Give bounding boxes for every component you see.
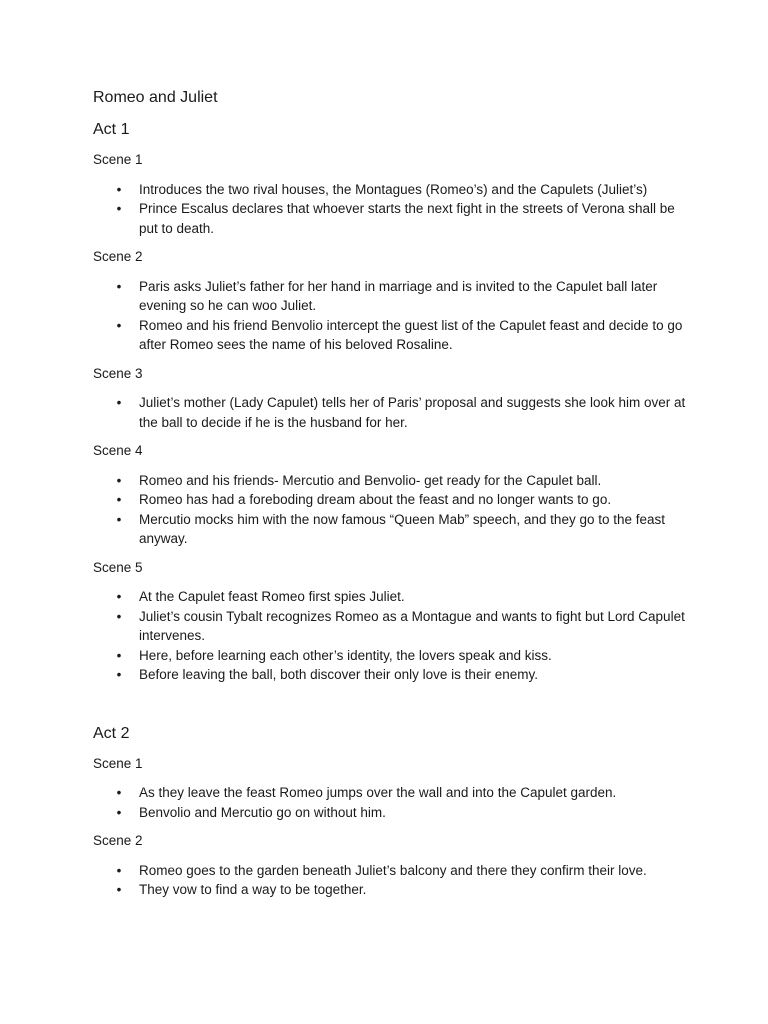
document-body — [93, 88, 693, 909]
scene-bullet-list — [93, 471, 693, 549]
bullet-text: Juliet’s mother (Lady Capulet) tells her of Paris’ proposal and suggests she look him over at the ball to decide if he is the husband for her. — [139, 395, 686, 430]
bullet-text: Benvolio and Mercutio go on without him. — [139, 804, 386, 820]
bullet-item — [93, 471, 693, 491]
bullet-icon: • — [116, 278, 122, 294]
bullet-item — [93, 646, 693, 666]
bullet-text: Juliet’s cousin Tybalt recognizes Romeo as a Montague and wants to fight but Lord Capulet intervenes. — [139, 608, 685, 643]
bullet-icon: • — [116, 317, 122, 333]
scene-heading: Scene 5 — [93, 559, 143, 575]
bullet-item — [93, 880, 693, 900]
bullet-icon: • — [116, 608, 122, 624]
scene-bullet-list — [93, 180, 693, 239]
scene-heading: Scene 3 — [93, 365, 143, 381]
bullet-item — [93, 803, 693, 823]
bullet-icon: • — [116, 589, 122, 604]
bullet-item — [93, 587, 693, 607]
bullet-text: Romeo has had a foreboding dream about the feast and no longer wants to go. — [139, 492, 612, 507]
bullet-item — [93, 607, 693, 646]
bullet-icon: • — [116, 882, 122, 897]
bullet-item — [93, 316, 693, 355]
bullet-icon: • — [116, 862, 122, 878]
bullet-item — [93, 861, 693, 881]
bullet-icon: • — [116, 492, 122, 507]
scene-heading: Scene 1 — [93, 152, 143, 167]
scene-heading: Scene 2 — [93, 249, 143, 264]
bullet-icon: • — [116, 511, 122, 527]
scene-bullet-list — [93, 783, 693, 822]
scene-bullet-list — [93, 277, 693, 355]
bullet-text: Romeo and his friend Benvolio intercept the guest list of the Capulet feast and decide to go after Romeo sees the name of his beloved Rosaline. — [139, 317, 683, 352]
scene-bullet-list — [93, 393, 693, 432]
bullet-item — [93, 199, 693, 238]
bullet-text: Before leaving the ball, both discover their only love is their enemy. — [139, 667, 538, 682]
bullet-item — [93, 277, 693, 316]
bullet-icon: • — [116, 472, 122, 488]
act-section — [93, 724, 693, 900]
bullet-icon: • — [116, 785, 122, 800]
bullet-item — [93, 490, 693, 510]
scene-bullet-list — [93, 861, 693, 900]
bullet-text: Mercutio mocks him with the now famous “Queen Mab” speech, and they go to the feast anyway. — [139, 511, 666, 546]
bullet-item — [93, 783, 693, 803]
bullet-text: Introduces the two rival houses, the Montagues (Romeo’s) and the Capulets (Juliet’s) — [139, 181, 648, 197]
scene-heading: Scene 1 — [93, 755, 143, 771]
scene-bullet-list — [93, 587, 693, 685]
scene-heading: Scene 2 — [93, 833, 143, 848]
bullet-text: As they leave the feast Romeo jumps over the wall and into the Capulet garden. — [139, 785, 617, 800]
acts-container — [93, 120, 693, 900]
bullet-icon: • — [116, 804, 122, 820]
bullet-icon: • — [116, 647, 122, 663]
act-spacer — [93, 694, 693, 724]
bullet-text: They vow to find a way to be together. — [139, 882, 367, 897]
scene-heading: Scene 4 — [93, 443, 143, 458]
bullet-text: Prince Escalus declares that whoever starts the next fight in the streets of Verona shall be put to death. — [139, 201, 675, 236]
act-heading: Act 2 — [93, 724, 130, 742]
bullet-item — [93, 510, 693, 549]
bullet-item — [93, 665, 693, 685]
bullet-text: At the Capulet feast Romeo first spies Juliet. — [139, 589, 405, 604]
bullet-text: Here, before learning each other’s identity, the lovers speak and kiss. — [139, 647, 552, 663]
bullet-icon: • — [116, 395, 122, 410]
bullet-icon: • — [116, 667, 122, 682]
bullet-icon: • — [116, 201, 122, 216]
document-title: Romeo and Juliet — [93, 89, 218, 106]
act-section — [93, 120, 693, 685]
bullet-text: Romeo and his friends- Mercutio and Benvolio- get ready for the Capulet ball. — [139, 472, 602, 488]
bullet-icon: • — [116, 181, 122, 197]
act-heading: Act 1 — [93, 121, 130, 138]
bullet-text: Paris asks Juliet’s father for her hand in marriage and is invited to the Capulet ball later evening so he can woo Juliet. — [139, 278, 658, 313]
bullet-item — [93, 393, 693, 432]
bullet-text: Romeo goes to the garden beneath Juliet’s balcony and there they confirm their love. — [139, 862, 647, 878]
bullet-item — [93, 180, 693, 200]
